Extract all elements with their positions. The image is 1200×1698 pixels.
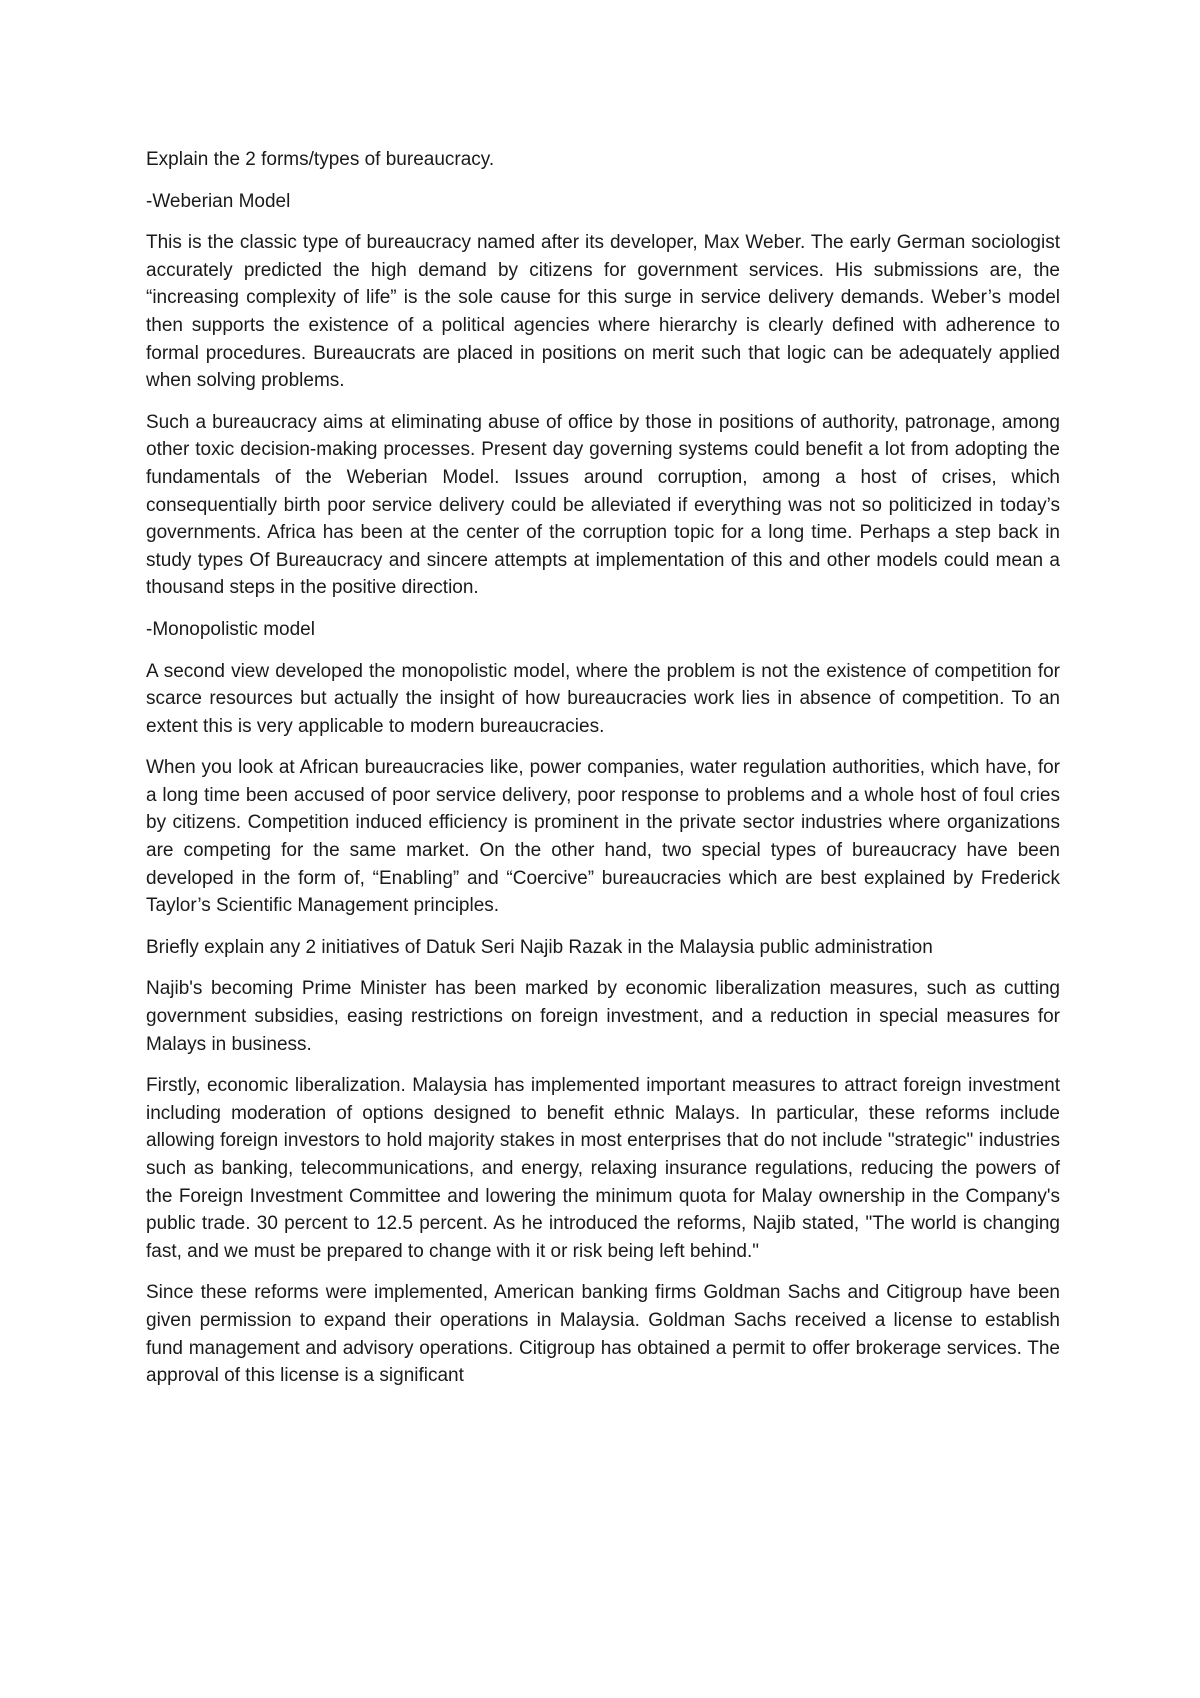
- weberian-heading: -Weberian Model: [146, 190, 291, 212]
- najib-paragraph-3: Since these reforms were implemented, American banking firms Goldman Sachs and Citigroup have been given permission to expand their operations in Malaysia. Goldman Sachs received a license to establish fund management and advisory operations. Citigroup has obtained a permit to offer brokerage services. The approval of this license is a significant: [146, 1282, 1060, 1387]
- document-body: [146, 146, 1060, 1404]
- monopolistic-paragraph-1: A second view developed the monopolistic model, where the problem is not the existence of competition for scarce resources but actually the insight of how bureaucracies work lies in absence of competition. To an extent this is very applicable to modern bureaucracies.: [146, 660, 1060, 737]
- najib-paragraph-1: Najib's becoming Prime Minister has been marked by economic liberalization measures, such as cutting government subsidies, easing restrictions on foreign investment, and a reduction in special measures for Malays in business.: [146, 978, 1060, 1055]
- monopolistic-paragraph-2: When you look at African bureaucracies like, power companies, water regulation authorities, which have, for a long time been accused of poor service delivery, poor response to problems and a whole host of foul cries by citizens. Competition induced efficiency is prominent in the private sector industries where organizations are competing for the same market. On the other hand, two special types of bureaucracy have been developed in the form of, “Enabling” and “Coercive” bureaucracies which are best explained by Frederick Taylor’s Scientific Management principles.: [146, 757, 1060, 917]
- najib-paragraph-2: Firstly, economic liberalization. Malaysia has implemented important measures to attract foreign investment including moderation of options designed to benefit ethnic Malays. In particular, these reforms include allowing foreign investors to hold majority stakes in most enterprises that do not include "strategic" industries such as banking, telecommunications, and energy, relaxing insurance regulations, reducing the powers of the Foreign Investment Committee and lowering the minimum quota for Malay ownership in the Company's public trade. 30 percent to 12.5 percent. As he introduced the reforms, Najib stated, "The world is changing fast, and we must be prepared to change with it or risk being left behind.": [146, 1075, 1060, 1262]
- question-1: Explain the 2 forms/types of bureaucracy.: [146, 149, 495, 170]
- weberian-paragraph-2: Such a bureaucracy aims at eliminating abuse of office by those in positions of authority, patronage, among other toxic decision-making processes. Present day governing systems could benefit a lot from adopting the fundamentals of the Weberian Model. Issues around corruption, among a host of crises, which consequentially birth poor service delivery could be alleviated if everything was not so politicized in today’s governments. Africa has been at the center of the corruption topic for a long time. Perhaps a step back in study types Of Bureaucracy and sincere attempts at implementation of this and other models could mean a thousand steps in the positive direction.: [146, 411, 1060, 599]
- monopolistic-heading: -Monopolistic model: [146, 618, 315, 640]
- weberian-paragraph-1: This is the classic type of bureaucracy named after its developer, Max Weber. The early German sociologist accurately predicted the high demand by citizens for government services. His submissions are, the “increasing complexity of life” is the sole cause for this surge in service delivery demands. Weber’s model then supports the existence of a political agencies where hierarchy is clearly defined with adherence to formal procedures. Bureaucrats are placed in positions on merit such that logic can be adequately applied when solving problems.: [146, 232, 1060, 392]
- question-2: Briefly explain any 2 initiatives of Datuk Seri Najib Razak in the Malaysia public administration: [146, 936, 933, 958]
